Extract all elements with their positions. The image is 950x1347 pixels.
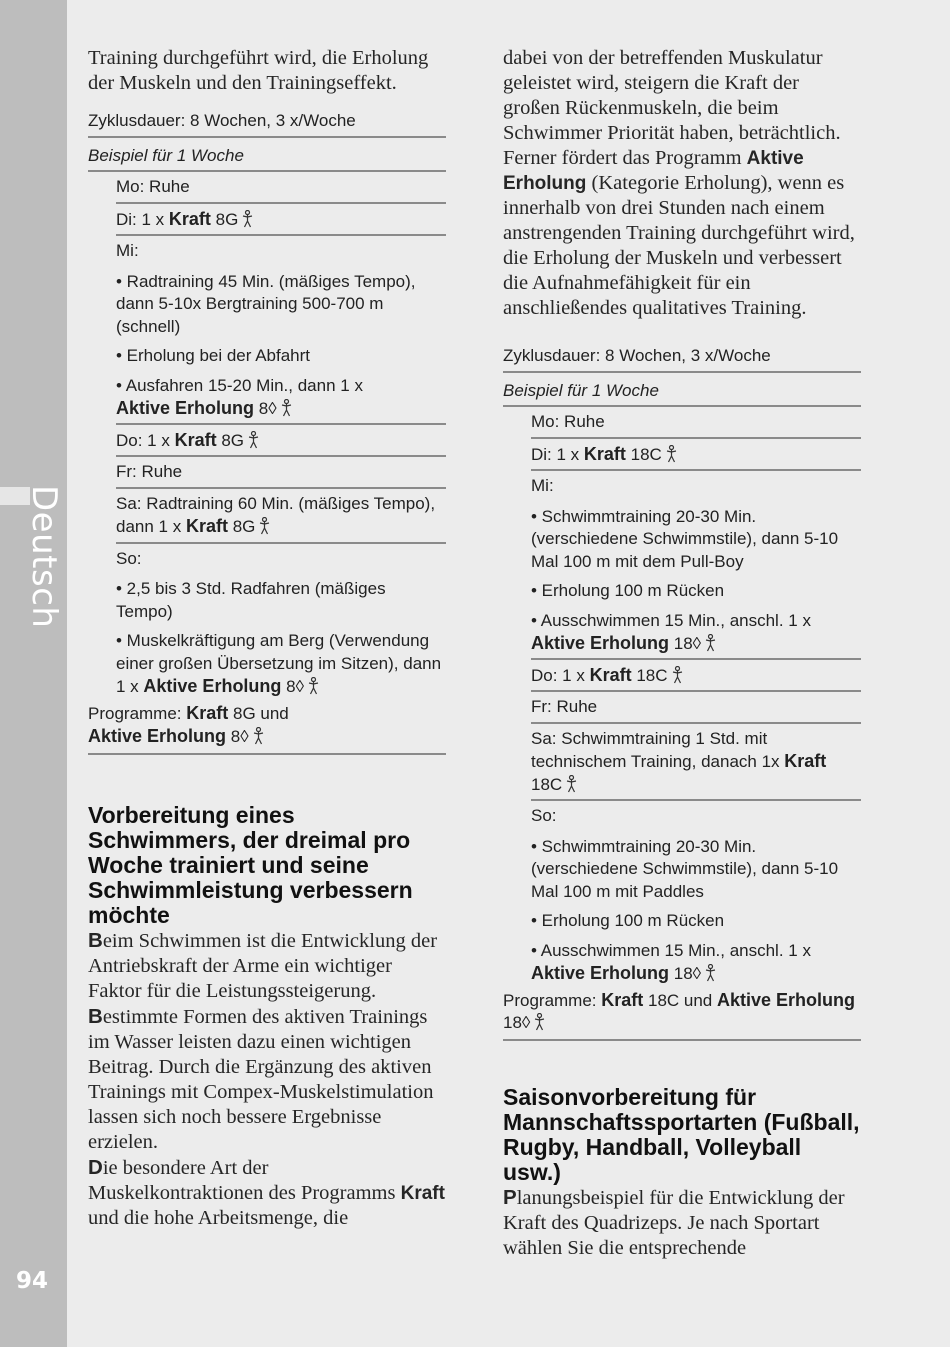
program-code: 18◊: [669, 634, 702, 653]
left-intro-text: Training durchgeführt wird, die Erholung der Muskeln und den Trainingseffekt.: [88, 47, 429, 94]
right-section-heading: Saisonvorbereitung für Mannschaftssportarten (Fußball, Rugby, Handball, Volleyball usw.): [503, 1083, 860, 1185]
person-figure-icon: [565, 775, 578, 793]
left-row-sunday: [116, 544, 446, 701]
right-row-saturday: [531, 724, 861, 802]
paragraph-lead-letter: B: [88, 1004, 103, 1028]
person-figure-icon: [241, 210, 254, 228]
person-figure-icon: [280, 399, 293, 417]
left-row-wednesday: [116, 236, 446, 423]
right-intro-text: [503, 46, 861, 321]
person-figure-icon: [307, 677, 320, 695]
row-text: Mi:: [531, 476, 554, 495]
left-paragraph: [88, 928, 446, 1004]
bullet-text: • Muskelkräftigung am Berg (Verwendung einer großen Übersetzung im Sitzen), dann 1 x: [116, 631, 442, 696]
program-keyword: Kraft: [784, 751, 827, 771]
person-figure-icon: [665, 445, 678, 463]
program-keyword: Kraft: [174, 429, 217, 450]
row-text: Sa: Schwimmtraining 1 Std. mit technischem Training, danach 1x: [531, 728, 785, 771]
summary-text: Programme:: [503, 990, 602, 1010]
program-keyword: Aktive Erholung: [717, 989, 856, 1010]
paragraph-lead-letter: D: [88, 1155, 103, 1179]
program-code: 18◊: [503, 1013, 531, 1032]
program-code: 8G: [227, 517, 256, 536]
right-row-thursday: [531, 658, 861, 693]
bullet-item: • Schwimmtraining 20-30 Min. (verschiedene Schwimmstile), dann 5-10 Mal 100 m mit Paddles: [531, 836, 839, 901]
paragraph-text: ie besondere Art der Muskelkontraktionen des Programms: [88, 1156, 401, 1204]
program-code: 18C: [531, 774, 563, 794]
program-code: 18C: [631, 665, 668, 685]
program-code: 18◊: [669, 964, 702, 983]
bullet-item: • Erholung 100 m Rücken: [531, 581, 725, 600]
row-text: Di: 1 x: [531, 444, 584, 464]
right-column: [503, 46, 861, 1261]
right-week-table: [531, 407, 861, 988]
person-figure-icon: [247, 431, 260, 449]
left-section-heading: Vorbereitung eines Schwimmers, der dreimal pro Woche trainiert und seine Schwimmleistung verbessern möchte: [88, 801, 413, 928]
left-row-friday: [116, 457, 446, 489]
program-code: 8G und: [228, 703, 289, 723]
bullet-item: • 2,5 bis 3 Std. Radfahren (mäßiges Tempo): [116, 579, 386, 621]
person-figure-icon: [258, 517, 271, 535]
bullet-item: [531, 940, 861, 986]
paragraph-text: estimmte Formen des aktiven Trainings im Wasser leisten dazu einen wichtigen Beitrag. Durch die Ergänzung des aktiven Trainings mit Compex-Muskelstimulation lassen sich noch bessere Ergebnisse erzielen.: [88, 1005, 434, 1153]
right-row-monday: [531, 407, 861, 439]
left-row-monday: [116, 172, 446, 204]
right-row-friday: [531, 692, 861, 724]
left-cycle-duration: Zyklusdauer: 8 Wochen, 3 x/Woche: [88, 110, 446, 138]
right-cycle-duration: Zyklusdauer: 8 Wochen, 3 x/Woche: [503, 345, 861, 373]
program-keyword: Aktive Erholung: [503, 148, 804, 194]
row-text: Fr: Ruhe: [116, 462, 183, 481]
row-text: So:: [531, 806, 557, 825]
bullet-item: • Schwimmtraining 20-30 Min. (verschiedene Schwimmstile), dann 5-10 Mal 100 m mit dem Pull-Boy: [531, 506, 839, 571]
left-example-heading: Beispiel für 1 Woche: [88, 145, 446, 173]
person-figure-icon: [671, 666, 684, 684]
bullet-text: • Ausfahren 15-20 Min., dann 1 x: [116, 375, 363, 395]
left-paragraph: [88, 1004, 446, 1155]
person-figure-icon: [533, 1013, 546, 1031]
left-row-tuesday: [116, 204, 446, 237]
program-code: 18C und: [643, 990, 717, 1010]
right-paragraph: [503, 1185, 861, 1261]
row-text: Do: 1 x: [531, 665, 590, 685]
program-keyword: Kraft: [185, 516, 228, 536]
row-text: Mo: Ruhe: [531, 412, 605, 431]
program-keyword: Aktive Erholung: [531, 963, 670, 983]
bullet-item: [116, 630, 446, 699]
paragraph-text: eim Schwimmen ist die Entwicklung der Antriebskraft der Arme ein wichtiger Faktor für die Leistungssteigerung.: [88, 929, 438, 1002]
paragraph-text: dabei von der betreffenden Muskulatur geleistet wird, steigern die Kraft der großen Rückenmuskeln, die beim Schwimmer Priorität haben, beträchtlich. Ferner fördert das Programm: [503, 47, 841, 169]
left-paragraph: [88, 1155, 446, 1231]
row-text: Fr: Ruhe: [531, 697, 598, 716]
program-keyword: Aktive Erholung: [531, 633, 670, 653]
bullet-text: • Ausschwimmen 15 Min., anschl. 1 x: [531, 940, 811, 960]
left-row-thursday: [116, 423, 446, 458]
bullet-text: • Ausschwimmen 15 Min., anschl. 1 x: [531, 610, 811, 630]
row-text: Sa: Radtraining 60 Min. (mäßiges Tempo), dann 1 x: [116, 493, 436, 536]
program-keyword: Kraft: [589, 664, 632, 685]
row-text: Mi:: [116, 241, 139, 260]
program-code: 8◊: [226, 727, 249, 746]
bullet-item: [531, 610, 861, 656]
bullet-item: • Erholung 100 m Rücken: [531, 911, 725, 930]
left-programs-summary: [88, 701, 446, 755]
program-keyword: Aktive Erholung: [88, 726, 227, 746]
program-code: 18C: [625, 444, 662, 464]
paragraph-lead-letter: B: [88, 928, 103, 952]
language-label: Deutsch: [24, 485, 64, 629]
program-keyword: Kraft: [168, 208, 211, 229]
program-keyword: Kraft: [186, 702, 229, 723]
person-figure-icon: [704, 964, 717, 982]
paragraph-text: (Kategorie Erholung), wenn es innerhalb von drei Stunden nach einem anstrengenden Training durchgeführt wird, die Erholung der Muskeln und verbessert die Aufnahmefähigkeit für ein anschließendes qualitatives Training.: [503, 172, 855, 319]
person-figure-icon: [704, 634, 717, 652]
program-code: 8◊: [254, 399, 277, 418]
person-figure-icon: [252, 727, 265, 745]
program-code: 8G: [210, 209, 239, 229]
left-column: [88, 46, 446, 1231]
row-text: Do: 1 x: [116, 430, 175, 450]
right-example-heading: Beispiel für 1 Woche: [503, 380, 861, 408]
program-keyword: Aktive Erholung: [116, 398, 255, 418]
right-row-sunday: [531, 801, 861, 988]
program-code: 8G: [216, 430, 245, 450]
right-row-tuesday: [531, 439, 861, 472]
paragraph-text: und die hohe Arbeitsmenge, die: [88, 1206, 349, 1229]
bullet-item: • Erholung bei der Abfahrt: [116, 346, 311, 365]
left-row-saturday: [116, 489, 446, 544]
paragraph-text: lanungsbeispiel für die Entwicklung der Kraft des Quadrizeps. Je nach Sportart wählen Sie die entsprechende: [503, 1186, 845, 1259]
program-keyword: Kraft: [583, 443, 626, 464]
page-number: 94: [16, 1268, 49, 1294]
program-code: 8◊: [281, 677, 304, 696]
program-keyword: Kraft: [601, 989, 644, 1010]
bullet-item: [116, 375, 446, 421]
row-text: Di: 1 x: [116, 209, 169, 229]
left-week-table: [116, 172, 446, 701]
sidebar: [0, 0, 67, 1347]
row-text: Mo: Ruhe: [116, 177, 190, 196]
right-programs-summary: [503, 988, 861, 1041]
row-text: So:: [116, 548, 142, 568]
program-keyword: Kraft: [400, 1182, 445, 1204]
bullet-item: • Radtraining 45 Min. (mäßiges Tempo), dann 5-10x Bergtraining 500-700 m (schnell): [116, 271, 416, 336]
paragraph-lead-letter: P: [503, 1185, 517, 1209]
summary-text: Programme:: [88, 703, 187, 723]
program-keyword: Aktive Erholung: [143, 676, 282, 696]
right-row-wednesday: [531, 471, 861, 658]
